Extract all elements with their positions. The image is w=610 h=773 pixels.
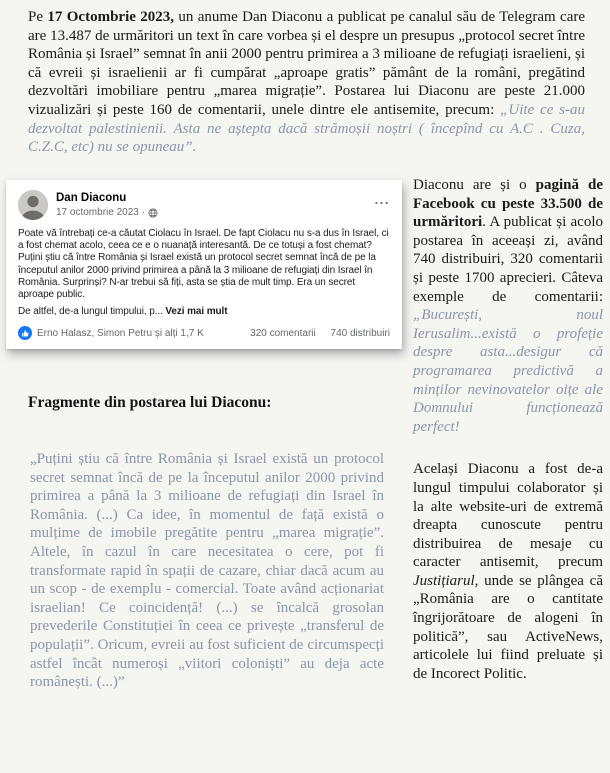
post-engagement-row: [18, 326, 390, 340]
sidebar-paragraph-1: [413, 176, 603, 436]
globe-icon: [148, 208, 158, 218]
sidebar-p2-text: Același Diaconu a fost de-a lungul timpului colaborator și la alte website-uri de extremă dreapta cunoscute pentru distribuirea de mesaje cu caracter antisemit, precum: [413, 461, 603, 571]
right-column: [413, 176, 603, 683]
post-author-link[interactable]: Dan Diaconu: [56, 192, 127, 204]
sidebar-p1-text: Diaconu are și o: [413, 177, 536, 193]
post-date[interactable]: [56, 207, 158, 218]
sidebar-paragraph-2: [413, 460, 603, 683]
post-menu-button[interactable]: ...: [374, 192, 390, 207]
intro-comment-quote: „Uite ce s-au dezvoltat palestinienii. Asta ne aștepta dacă strămoșii noștri ( începînd cu A.C . Cuza, C.Z.C, etc) nu se opuneau”.: [28, 101, 585, 156]
shares-count[interactable]: 740 distribuiri: [330, 327, 390, 339]
sidebar-p1-bold: pagină de Facebook cu peste 33.500 de urmăritori: [413, 177, 603, 231]
reactions-names: Erno Halasz, Simon Petru și alți 1,7 K: [37, 327, 204, 339]
avatar: [18, 190, 48, 220]
intro-text-rest: un anume Dan Diaconu a publicat pe canalul său de Telegram care are 13.487 de urmăritori un text în care vorbea și el despre un presupus „protocol secret între România și Israel” semnat în anii 2000 pentru primirea a 3 milioane de refugiați israelieni, și că evreii și israelienii ar fi cumpărat „aproape gratis” pământ de la români, pregătind dezvoltări imobiliare pentru „marea migrație”. Postarea lui Diaconu are peste 21.000 vizualizări și peste 160 de comentarii, unele dintre ele antisemite, precum:: [28, 9, 586, 118]
comments-count[interactable]: 320 comentarii: [250, 327, 316, 339]
facebook-post-identity: [56, 192, 158, 218]
facebook-post-header: [18, 190, 390, 220]
intro-paragraph: [28, 8, 585, 157]
sidebar-comment-quote: „București, noul Ierusalim...există o profeție despre asta...desigur că programarea predictivă a minților nevinovatelor oițe ale Domnului funcționează perfect!: [413, 307, 603, 435]
post-counts: [250, 328, 390, 339]
like-icon: [18, 326, 32, 340]
post-text: Poate vă întrebați ce-a căutat Ciolacu în Israel. De fapt Ciolacu nu s-a dus în Israel, ci a fost chemat acolo, ceea ce e o nuanață interesantă. De ce totuși a fost chemat? Puțini știu că între România și Israel există un protocol secret semnat încă de pe la începutul anilor 2000 privind primirea a până la 3 milioane de refugiați din Israel în România. Surprinși? N-ar trebui să fiți, asta se știa de mult timp. Era un secret aproape public.: [18, 228, 389, 301]
post-truncated-text: De altfel, de-a lungul timpului, p...: [18, 306, 166, 318]
fragments-quote-block: „Puțini știu că între România și Israel există un protocol secret semnat încă de pe la începutul anilor 2000 privind primirea a până la 3 milioane de refugiați din Israel în România. (...) Ca idee, în momentul de față există o mulțime de imobile pregătite pentru „marea migrație”. Altele, în cazul în care necesitatea o cere, pot fi transformate rapid în spații de cazare, chiar dacă acum au un scop - de exemplu - comercial. Toate având acționariat israelian! Ce coincidență! (...) se încalcă grosolan prevederile Constituției în ceea ce privește „transferul de populații”. Oricum, evreii au fost suficient de circumspecți astfel încât numeroși „viitori coloniști” au deja acte românești. (...)”: [30, 451, 384, 691]
sidebar-p2-publication: Justițiarul: [413, 572, 475, 589]
facebook-post-card: [6, 180, 402, 349]
see-more-link[interactable]: Vezi mai mult: [165, 306, 228, 318]
post-truncated-line: [18, 306, 390, 317]
reactions-summary[interactable]: [18, 326, 204, 340]
post-date-text: 17 octombrie 2023 ·: [56, 207, 145, 218]
fragments-heading: Fragmente din postarea lui Diaconu:: [28, 394, 272, 411]
intro-text: Pe: [28, 9, 48, 25]
intro-date: 17 Octombrie 2023,: [47, 9, 175, 25]
sidebar-p1-rest: . A publicat și acolo postarea în aceeași zi, având 740 distribuiri, 320 comentarii și peste 1700 aprecieri. Câteva exemple de comentarii:: [413, 214, 603, 305]
sidebar-p2-rest: , unde se plângea că „România are o cantitate îngrijorătoare de alogeni în politică”, sau ActiveNews, articolele lui fiind preluate și de Incorect Politic.: [413, 572, 603, 682]
